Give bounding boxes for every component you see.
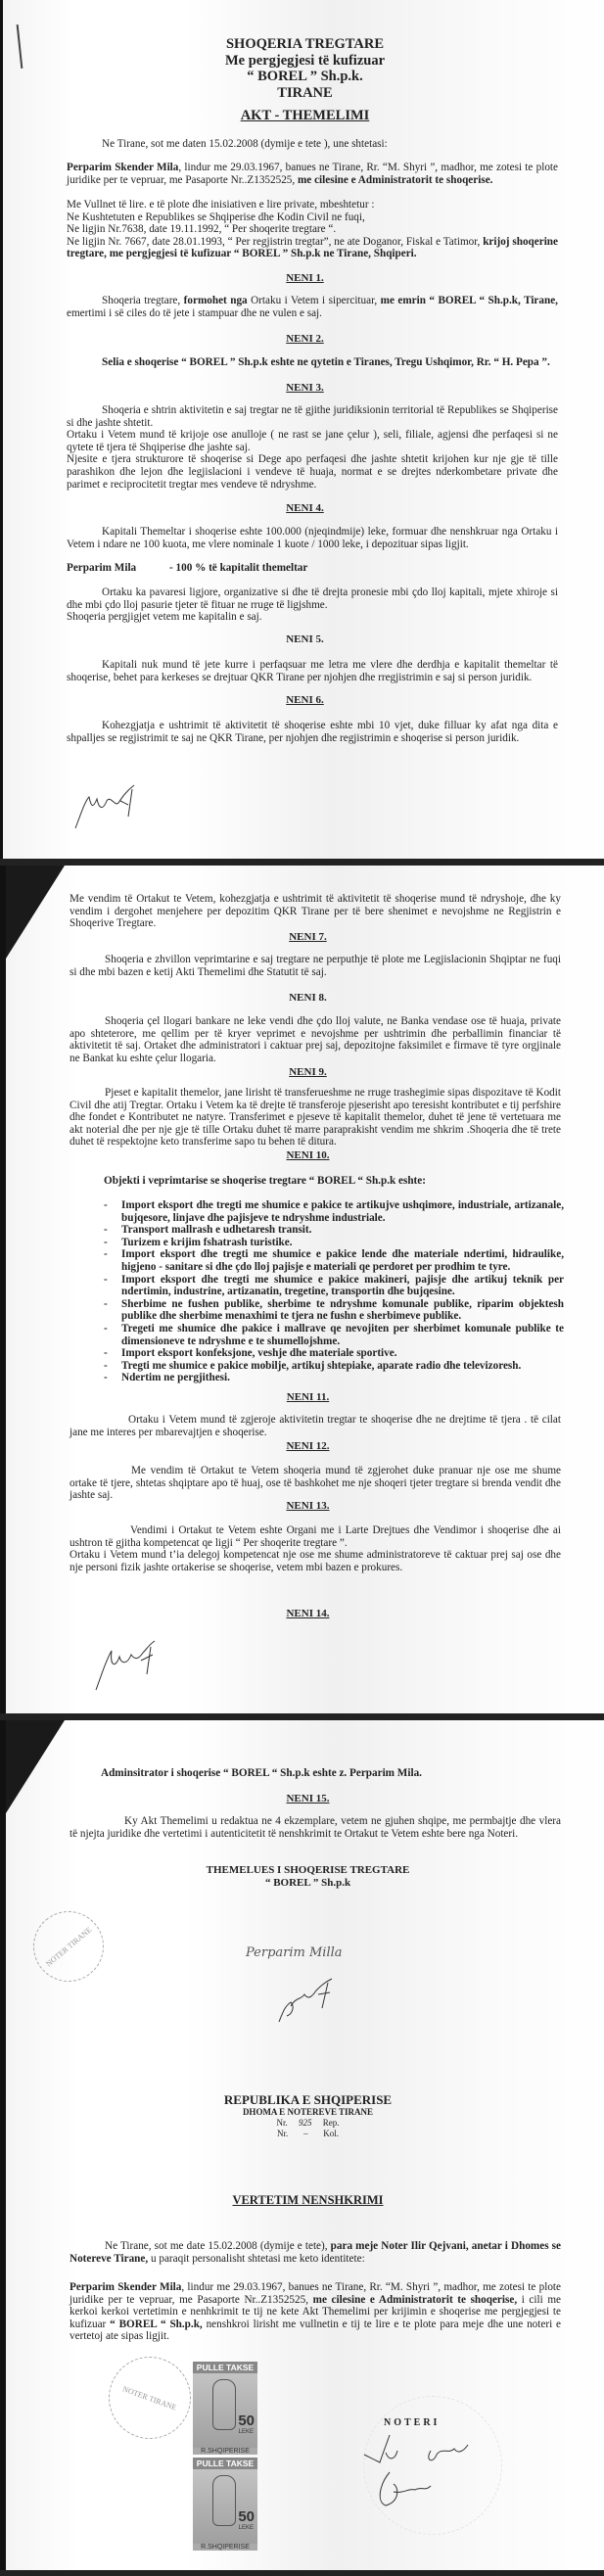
article-12-text: Me vendim të Ortakut te Vetem shoqeria mund të zgjerohet duke pranuar nje ose me shume ortake të tjere, shtetas shqiptare apo të huaj, ose të bashkohet me nje shoqeri tjeter tregtare si brenda vendit dhe jashte saj. <box>70 1465 561 1502</box>
article-heading: NENI 6. <box>286 694 324 706</box>
list-item: - Transport mallrash e udhetaresh transit. <box>104 1224 564 1237</box>
founder-signature <box>275 1977 344 2026</box>
article-2-text: Selia e shoqerise “ BOREL ” Sh.p.k eshte ne qytetin e Tiranes, Tregu Ushqimor, Rr. “ H. Pepa ”. <box>102 356 550 368</box>
tax-stamp-value: 50 <box>238 2508 255 2525</box>
article-heading: NENI 10. <box>286 1149 330 1161</box>
text-segment: Ne Tirane, sot me date 15.02.2008 (dymije e tete), <box>105 2240 331 2252</box>
notary-name: para meje Noter Ilir Qejvani, anetar i Dhomes se Notereve Tirane, <box>70 2240 561 2265</box>
kol-label: Kol. <box>323 2129 339 2138</box>
header-line: TIRANE <box>277 84 333 101</box>
list-item: - Tregti me shumice e pakice mobilje, artikuj shtepiake, aparate radio dhe televizoresh. <box>104 1360 564 1373</box>
article-4-text: Kapitali Themeltar i shoqerise eshte 100.000 (njeqindmije) leke, formuar dhe nenshkruar nga Ortaku i Vetem i ndare ne 100 kuota, me vlere nominale 1 kuote / 1000 leke, i depozituar sipas ligjit. <box>67 526 558 550</box>
certification-intro <box>70 2240 561 2265</box>
paragraph: Ortaku i Vetem mund t’ia delegoj kompetencat nje ose me shume administratoreve të caktuar prej saj ose dhe nje personi fizik jashte ortakerise se shoqerise, vetem mbi bazen e prokures. <box>70 1549 561 1573</box>
collection-number: – <box>303 2129 308 2138</box>
portrait-icon <box>212 2379 236 2430</box>
text-segment: nenshkroi lirisht me vullnetin e tij te lire e te plote para meje dhe une noteri e vertetoj ate sipas ligjit. <box>70 2318 562 2343</box>
article-heading: NENI 11. <box>286 1391 330 1403</box>
article-heading: NENI 8. <box>289 992 327 1004</box>
list-item: - Sherbime ne fushen publike, sherbime te ndryshme komunale publike, riparim objektesh publike dhe sherbime menaxhimi te tjera ne fushn e sherbimeve publike. <box>104 1298 564 1323</box>
paragraph: Ortaku i Vetem mund të krijoje ose anulloje ( ne rast se jane çelur ), seli, filiale, agjensi dhe perfaqesi si ne qytete të tjera të Shqiperise dhe jashte saj. <box>67 429 558 453</box>
page-2 <box>0 866 604 1713</box>
company-name: “ BOREL “ Sh.p.k, <box>110 2318 203 2330</box>
handwritten-name: Perparim Milla <box>246 1945 343 1960</box>
republic-label: REPUBLIKA E SHQIPERISE <box>223 2092 393 2107</box>
list-item: - Import eksport dhe tregti me shumice e pakice makineri, pajisje dhe artikuj teknik per ndertimin, industrine, artizanatin, tregetine, transportin dhe bujqesine. <box>104 1274 564 1298</box>
founder-block-line: THEMELUES I SHOQERISE TREGTARE <box>206 1864 410 1876</box>
page-1 <box>0 0 604 859</box>
tax-stamp-value: 50 <box>238 2412 255 2429</box>
article-11-text: Ortaku i Vetem mund të zgjeroje aktivitetin tregtar te shoqerise dhe ne drejtime të tjera . të cilat jane me interes per mbarevajtjen e shoqerise. <box>70 1414 561 1438</box>
list-item: - Import eksport konfeksjone, veshje dhe materiale sportive. <box>104 1347 564 1360</box>
text-segment: me cilesine e Administratorit te shoqerise, <box>312 2293 518 2306</box>
tax-stamp-label: PULLE TAKSE <box>193 2458 257 2469</box>
article-heading: NENI 9. <box>289 1066 327 1078</box>
basis-line: Ne ligjin Nr. 7667, date 28.01.1993, “ Per regjistrin tregtar”, ne ate Doganor, Fiskal e Tatimor, <box>67 235 484 248</box>
nr-label: Nr. <box>277 2129 289 2138</box>
article-heading: NENI 13. <box>286 1500 330 1512</box>
article-heading: NENI 12. <box>286 1440 330 1452</box>
article-heading: NENI 7. <box>289 931 327 943</box>
paragraph: Vendimi i Ortakut te Vetem eshte Organi me i Larte Drejtues dhe Vendimor i shoqerise dhe ai ushtron të gjitha kompetencat qe ligji “ Per shoqerite tregtare ”. <box>70 1524 561 1549</box>
article-heading: NENI 14. <box>286 1608 330 1619</box>
capital-share <box>67 562 558 575</box>
text-segment: i cili me kerkoi kerkoi vertetimin e nenhkrimit te tij ne kete Akt Themelimi per krijimin e shoqerise me pergjegjesi te kufizuar <box>70 2293 561 2330</box>
founder-role: me cilesine e Administratorit te shoqerise. <box>297 173 493 186</box>
text-segment: u paraqit personalisht shtetasi me keto identitete: <box>148 2252 365 2265</box>
owner-name: Perparim Mila <box>67 562 137 574</box>
intro: Ne Tirane, sot me daten 15.02.2008 (dymije e tete ), une shtetasi: <box>102 138 388 150</box>
tax-stamp <box>193 2362 257 2455</box>
article-5-text: Kapitali nuk mund të jete kurre i perfaqsuar me letra me vlere dhe derdhja e kapitalit themeltar të shoqerise, behet para kerkeses se drejtuar QKR Tirane per njohjen dhe rregjistrimin e saj si person juridik. <box>67 659 558 683</box>
paragraph: Ortaku ka pavaresi ligjore, organizative si dhe të drejta pronesie mbi çdo lloj kapitali, mjete xhiroje si dhe mbi çdo lloj pasurie tjeter të fituar ne rruge të ligjshme. <box>67 586 558 611</box>
list-item: - Import eksport dhe tregti me shumice e pakice lende dhe materiale ndertimi, hidraulike, higjeno - sanitare si dhe çdo lloj pajisje e materiali qe perdoret per prodhim te tyre. <box>104 1248 564 1273</box>
basis-line: Me Vullnet të lire. e të plote dhe inisiativen e lire private, mbeshtetur : <box>67 199 375 211</box>
notary-seal: NOTER TIRANE <box>19 1897 117 1995</box>
article-3-text <box>67 404 558 491</box>
scan-shadow <box>6 866 65 959</box>
article-6-text: Kohezgjatja e ushtrimit të aktivitetit të shoqerise eshte mbi 10 vjet, duke filluar ky afat nga dita e shpalljes se regjistrimit te saj ne QKR Tirane, per njohjen dhe regjistrimin e shoqerise si person juridik. <box>67 720 558 744</box>
text-segment: , lindur me 29.03.1967, banues ne Tirane, Rr. “M. Shyri ”, madhor, me zotesi te plote juridike per te vepruar, me Pasaporte Nr..Z1352525, <box>70 2281 561 2306</box>
article-heading: NENI 3. <box>286 382 324 394</box>
text-segment: formohet nga <box>183 295 248 306</box>
basis-line: Ne ligjin Nr.7638, date 19.11.1992, “ Per shoqerite tregtare “. <box>67 223 337 236</box>
article-heading: NENI 4. <box>286 502 324 514</box>
list-item: - Turizem e krijim fshatrash turistike. <box>104 1237 564 1249</box>
certification-body <box>70 2281 561 2343</box>
notary-signature <box>360 2433 507 2516</box>
portrait-icon <box>212 2475 236 2526</box>
tax-stamp-currency: LEKE <box>238 2429 254 2435</box>
founder-name: Perparim Skender Mila <box>70 2281 182 2293</box>
certification-title: VERTETIM NENSHKRIMI <box>232 2193 384 2207</box>
document-title: AKT - THEMELIMI <box>240 108 370 123</box>
tax-stamp-country: R.SHQIPERISE <box>193 2448 257 2455</box>
article-heading: NENI 15. <box>286 1793 330 1804</box>
tax-stamp-label: PULLE TAKSE <box>193 2362 257 2373</box>
owner-share: - 100 % të kapitalit themeltar <box>169 562 308 574</box>
header-line: “ BOREL ” Sh.p.k. <box>247 69 363 84</box>
page-3 <box>0 1720 604 2570</box>
notary-label: NOTERI <box>384 2417 441 2428</box>
founder-signature <box>71 783 150 832</box>
article-1-text <box>67 295 558 319</box>
chamber-label: DHOMA E NOTEREVE TIRANE <box>242 2107 374 2117</box>
list-item: - Import eksport dhe tregti me shumice e pakice te artikujve ushqimore, industriale, artizanale, bujqesore, linjave dhe pajisjeve te ndryshme industriale. <box>104 1199 564 1224</box>
repertory-number: 925 <box>299 2118 312 2128</box>
article-4-rights <box>67 586 558 624</box>
article-10-intro: Objekti i veprimtarise se shoqerise tregtare “ BOREL “ Sh.p.k eshte: <box>104 1175 426 1187</box>
article-heading: NENI 2. <box>286 333 324 345</box>
text-segment: emertimi i së ciles do të jete i stampuar dhe ne vulen e saj. <box>67 306 322 319</box>
founder-signature <box>92 1639 170 1693</box>
header-line: SHOQERIA TREGTARE <box>225 36 385 52</box>
text-segment: Shoqeria tregtare, <box>102 295 184 306</box>
article-8-text: Shoqeria çel llogari bankare ne leke vendi dhe çdo lloj valute, ne Banka vendase ose të huaja, private apo shteterore, me qellim per të kryer veprimet e nevojshme per ushtrimin dhe perballimin financiar të aktivitetit të saj. Ortaket dhe administratori i caktuar prej saj, depozitojne faksimilet e firmave të tyre orgjinale ne Bankat ku eshte çelur llogaria. <box>70 1015 561 1064</box>
tax-stamp-country: R.SHQIPERISE <box>193 2544 257 2551</box>
tax-stamp <box>193 2458 257 2551</box>
founder-paragraph <box>67 162 558 186</box>
notary-seal: NOTER TIRANE <box>97 2345 203 2451</box>
basis-line: Ne Kushtetuten e Republikes se Shqiperise dhe Kodin Civil ne fuqi, <box>67 211 365 223</box>
administrator-statement: Adminsitrator i shoqerise “ BOREL “ Sh.p.k eshte z. Perparim Mila. <box>101 1767 422 1779</box>
article-9-text: Pjeset e kapitalit themelor, jane lirisht të transferueshme ne rruge trashegimie sipas dispozitave të Kodit Civil dhe atij Tregtar. Ortaku i Vetem ka të drejte të transferoje pjeserisht apo teresisht kontributet e tij perfshire dhe fondet e Kontributet ne natyre. Transferimet e pjeseve të kapitalit themelor, duhet të jene të vertetuara me akt noterial dhe per nje gje të tille Ortaku duhet të marre paraprakisht vendim me shkrim .Shoqeria dhe të trete duhet të respektojne keto transferime sapo tu behen të ditura. <box>70 1087 561 1148</box>
article-6-continuation: Me vendim të Ortakut te Vetem, kohezgjatja e ushtrimit të aktivitetit të shoqerise mund të ndryshoje, dhe ky vendim i dergohet menjehere per depozitim QKR Tirane per të bere shenimet e nevojshme ne Regjistrin e Shoqerive Tregtare. <box>70 893 561 930</box>
text-segment: me emrin “ BOREL “ Sh.p.k, Tirane, <box>380 295 558 306</box>
article-15-text: Ky Akt Themelimi u redaktua ne 4 ekzemplare, vetem ne gjuhen shqipe, me permbajtje dhe vlera të njejta juridike dhe vertetimi i autenticitetit të nenshkrimit te Ortakut te Vetem eshte bere nga Noteri. <box>70 1815 561 1840</box>
tax-stamp-currency: LEKE <box>238 2525 254 2531</box>
header-line: Me pergjegjesi të kufizuar <box>224 52 386 69</box>
legal-basis <box>67 199 558 260</box>
notary-header <box>6 2092 604 2139</box>
list-item: - Ndertim ne pergjithesi. <box>104 1372 564 1384</box>
article-13-text <box>70 1524 561 1573</box>
text-segment: Ortaku i Vetem i sipercituar, <box>247 295 381 306</box>
founder-details: , lindur me 29.03.1967, banues ne Tirane, Rr. “M. Shyri ”, madhor, me zotesi te plote juridike per te vepruar, me Pasaporte Nr..Z1352525, <box>67 162 558 186</box>
founder-name: Perparim Skender Mila <box>67 162 179 173</box>
founder-block-line: “ BOREL ” Sh.p.k <box>264 1877 351 1889</box>
paragraph: Shoqeria pergjigjet vetem me kapitalin e saj. <box>67 611 262 624</box>
founder-block <box>6 1864 604 1890</box>
nr-label: Nr. <box>276 2118 288 2128</box>
list-item: - Tregeti me shumice dhe pakice i mallrave qe nevojiten per sherbimet komunale publike te dimensioneve te ndryshme e te shumellojshme. <box>104 1323 564 1347</box>
paragraph: Shoqeria e shtrin aktivitetin e saj tregtar ne të gjithe juridiksionin territorial të Republikes se Shqiperise si dhe jashte shtetit. <box>67 404 558 429</box>
business-objects-list <box>104 1199 564 1384</box>
rep-label: Rep. <box>322 2118 340 2128</box>
article-7-text: Shoqeria e zhvillon veprimtarine e saj tregtare ne perputhje të plote me Legjislacionin Shqiptar ne fuqi si dhe mbi bazen e ketij Akti Themelimi dhe Statutit të saj. <box>70 954 561 978</box>
basis-declaration: krijoj shoqerine tregtare, me pergjegjesi të kufizuar “ BOREL ” Sh.p.k ne Tirane, Shqiperi. <box>67 235 558 260</box>
paragraph: Njesite e tjera strukturore të shoqerise si Dege apo perfaqesi dhe jashte shtetit krijohen kur nje gje të tille parashikon dhe lejon dhe legjislacioni i vendeve të huaja, normat e se drejtes nderkombetare private dhe parimet e reciprocitetit tregtar mes vendeve të ndryshme. <box>67 453 558 491</box>
company-header <box>3 36 604 101</box>
article-heading: NENI 1. <box>286 272 324 284</box>
article-heading: NENI 5. <box>286 633 324 645</box>
